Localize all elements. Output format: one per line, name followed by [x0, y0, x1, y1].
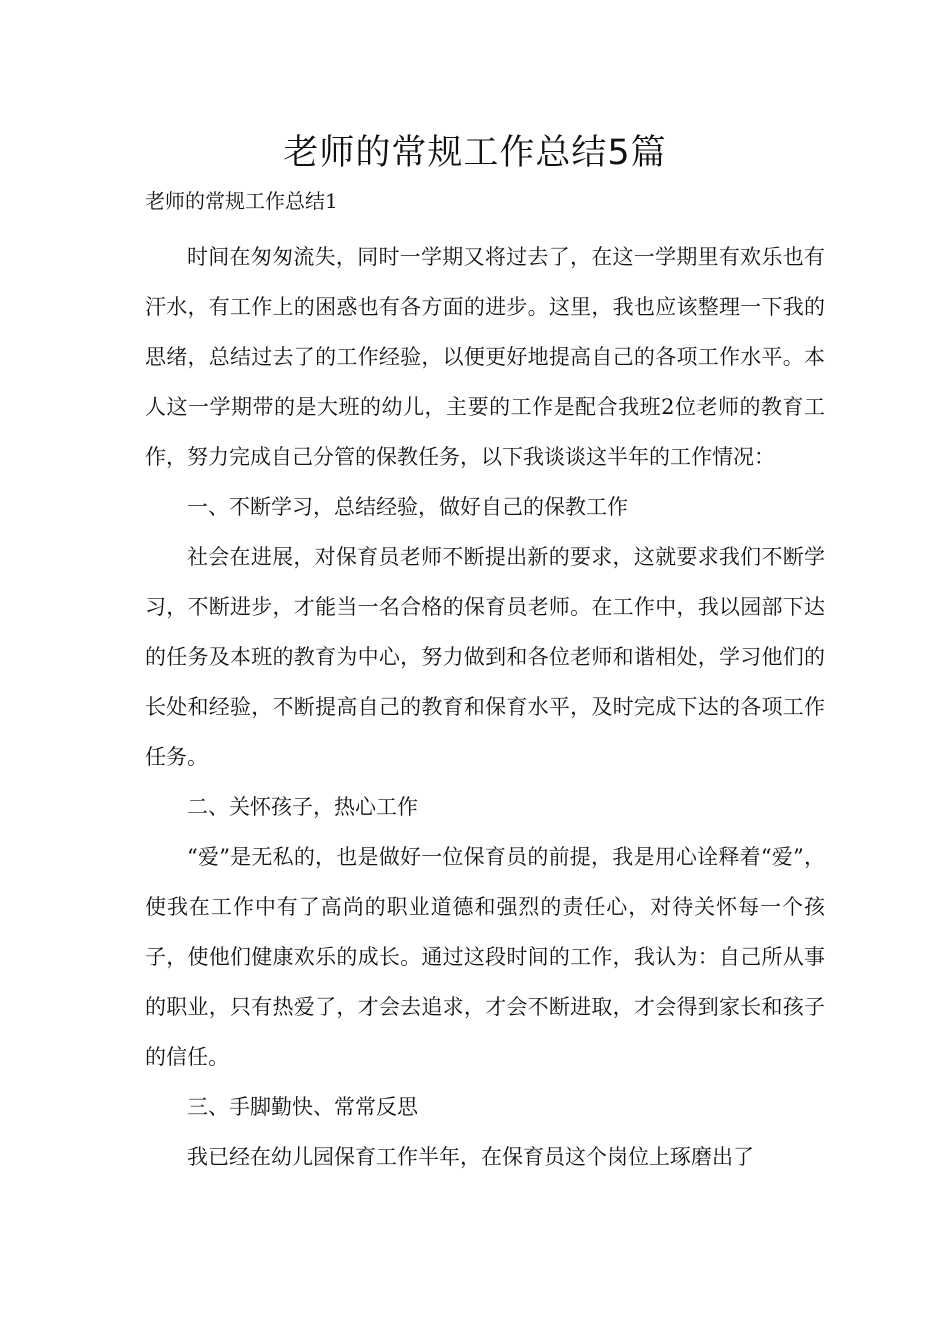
- section-subtitle: 老师的常规工作总结1: [145, 189, 338, 213]
- paragraph-section-two: “爱”是无私的，也是做好一位保育员的前提，我是用心诠释着“爱”，使我在工作中有了高尚的职业道德和强烈的责任心，对待关怀每一个孩子，使他们健康欢乐的成长。通过这段时间的工作，我认为：自己所从事的职业，只有热爱了，才会去追求，才会不断进取，才会得到家长和孩子的信任。: [145, 845, 825, 1069]
- paragraph-section-one: 社会在进展，对保育员老师不断提出新的要求，这就要求我们不断学习，不断进步，才能当一名合格的保育员老师。在工作中，我以园部下达的任务及本班的教育为中心，努力做到和各位老师和谐相处，学习他们的长处和经验，不断提高自己的教育和保育水平，及时完成下达的各项工作任务。: [145, 545, 825, 769]
- heading-section-three: 三、手脚勤快、常常反思: [187, 1095, 418, 1119]
- document-body: [145, 232, 825, 1182]
- document-title: 老师的常规工作总结5篇: [283, 133, 667, 173]
- paragraph-intro: 时间在匆匆流失，同时一学期又将过去了，在这一学期里有欢乐也有汗水，有工作上的困惑也有各方面的进步。这里，我也应该整理一下我的思绪，总结过去了的工作经验，以便更好地提高自己的各项工作水平。本人这一学期带的是大班的幼儿，主要的工作是配合我班2位老师的教育工作，努力完成自己分管的保教任务，以下我谈谈这半年的工作情况：: [145, 245, 825, 469]
- heading-section-one: 一、不断学习，总结经验，做好自己的保教工作: [187, 495, 628, 519]
- paragraph-section-three: 我已经在幼儿园保育工作半年，在保育员这个岗位上琢磨出了: [187, 1145, 754, 1169]
- heading-section-two: 二、关怀孩子，热心工作: [187, 795, 418, 819]
